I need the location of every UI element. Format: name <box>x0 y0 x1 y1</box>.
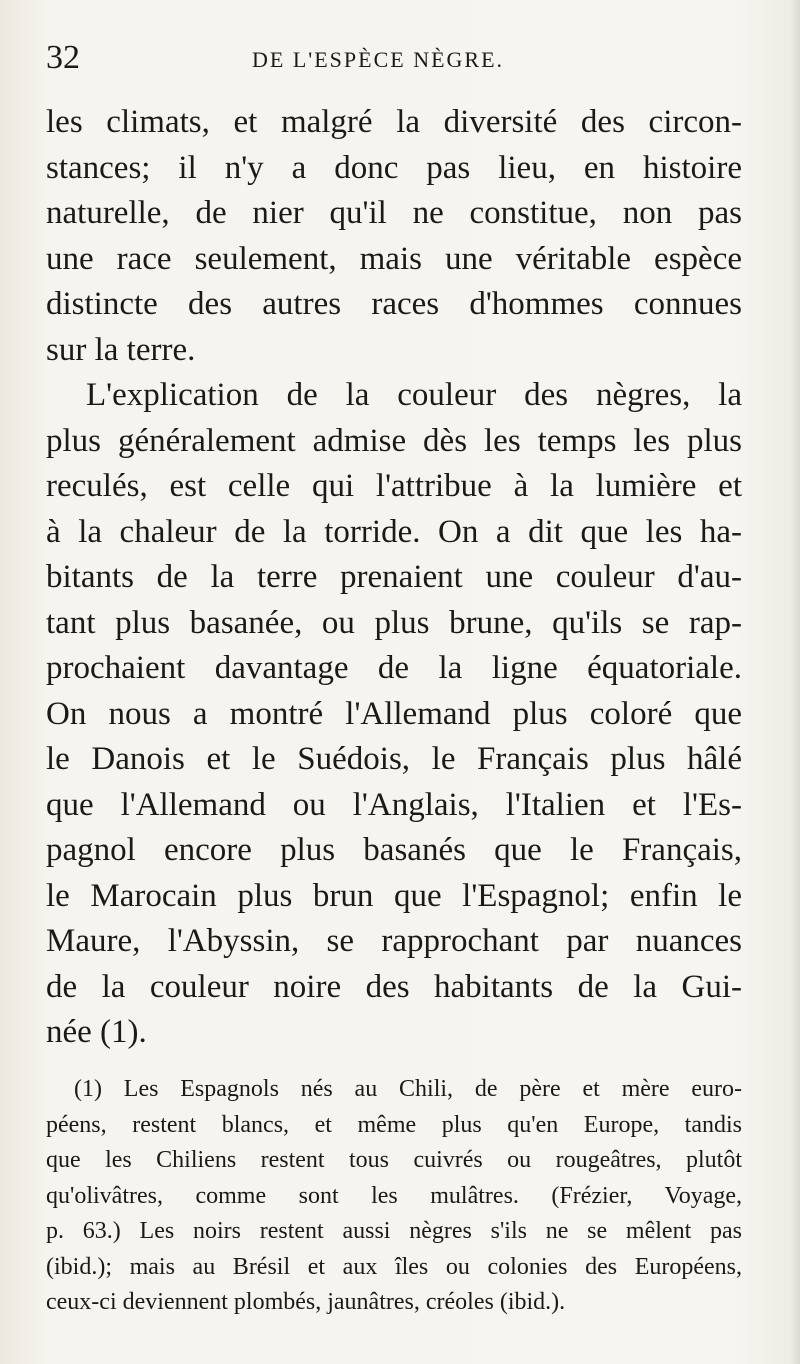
body-line: que l'Allemand ou l'Anglais, l'Italien et l'Es- <box>46 786 742 823</box>
body-line: tant plus basanée, ou plus brune, qu'ils se rap- <box>46 604 742 641</box>
footnote-line: (ibid.); mais au Brésil et aux îles ou colonies des Européens, <box>46 1253 742 1280</box>
body-line: pagnol encore plus basanés que le Français, <box>46 832 742 868</box>
body-line: On nous a montré l'Allemand plus coloré que <box>46 695 742 732</box>
body-line: bitants de la terre prenaient une couleur d'au- <box>46 559 742 595</box>
page-number: 32 <box>46 39 80 76</box>
footnote-line: p. 63.) Les noirs restent aussi nègres s'ils ne se mêlent pas <box>46 1218 742 1244</box>
footnote-line: ceux-ci deviennent plombés, jaunâtres, créoles (ibid.). <box>46 1289 566 1315</box>
body-line: une race seulement, mais une véritable espèce <box>46 240 742 277</box>
body-line: stances; il n'y a donc pas lieu, en histoire <box>46 149 742 186</box>
running-title: DE L'ESPÈCE NÈGRE. <box>252 47 505 72</box>
footnote-line: péens, restent blancs, et même plus qu'en Europe, tandis <box>46 1111 742 1138</box>
body-line: distincte des autres races d'hommes connues <box>46 286 742 322</box>
footnotes <box>46 1072 742 1321</box>
body-line: naturelle, de nier qu'il ne constitue, non pas <box>46 195 742 231</box>
footnote-line: qu'olivâtres, comme sont les mulâtres. (Frézier, Voyage, <box>46 1182 742 1209</box>
page-header <box>46 38 706 78</box>
body-line: à la chaleur de la torride. On a dit que les ha- <box>46 513 742 550</box>
body-line: le Marocain plus brun que l'Espagnol; enfin le <box>46 877 742 914</box>
body-line: Maure, l'Abyssin, se rapprochant par nuances <box>46 923 742 959</box>
footnote-line: que les Chiliens restent tous cuivrés ou rougeâtres, plutôt <box>46 1147 742 1173</box>
body-text <box>46 100 742 1056</box>
body-line: reculés, est celle qui l'attribue à la lumière et <box>46 468 742 504</box>
footnote-line: (1) Les Espagnols nés au Chili, de père et mère euro- <box>74 1076 742 1102</box>
body-line: prochaient davantage de la ligne équatoriale. <box>46 650 742 686</box>
body-line: le Danois et le Suédois, le Français plus hâlé <box>46 741 742 777</box>
body-line: sur la terre. <box>46 331 196 368</box>
paragraph-first-line: L'explication de la couleur des nègres, la <box>86 377 742 413</box>
body-line: les climats, et malgré la diversité des circon- <box>46 104 742 140</box>
body-line: de la couleur noire des habitants de la Gui- <box>46 968 742 1005</box>
body-line: née (1). <box>46 1014 147 1050</box>
page-edge-shadow <box>790 0 800 1364</box>
body-line: plus généralement admise dès les temps les plus <box>46 422 742 459</box>
